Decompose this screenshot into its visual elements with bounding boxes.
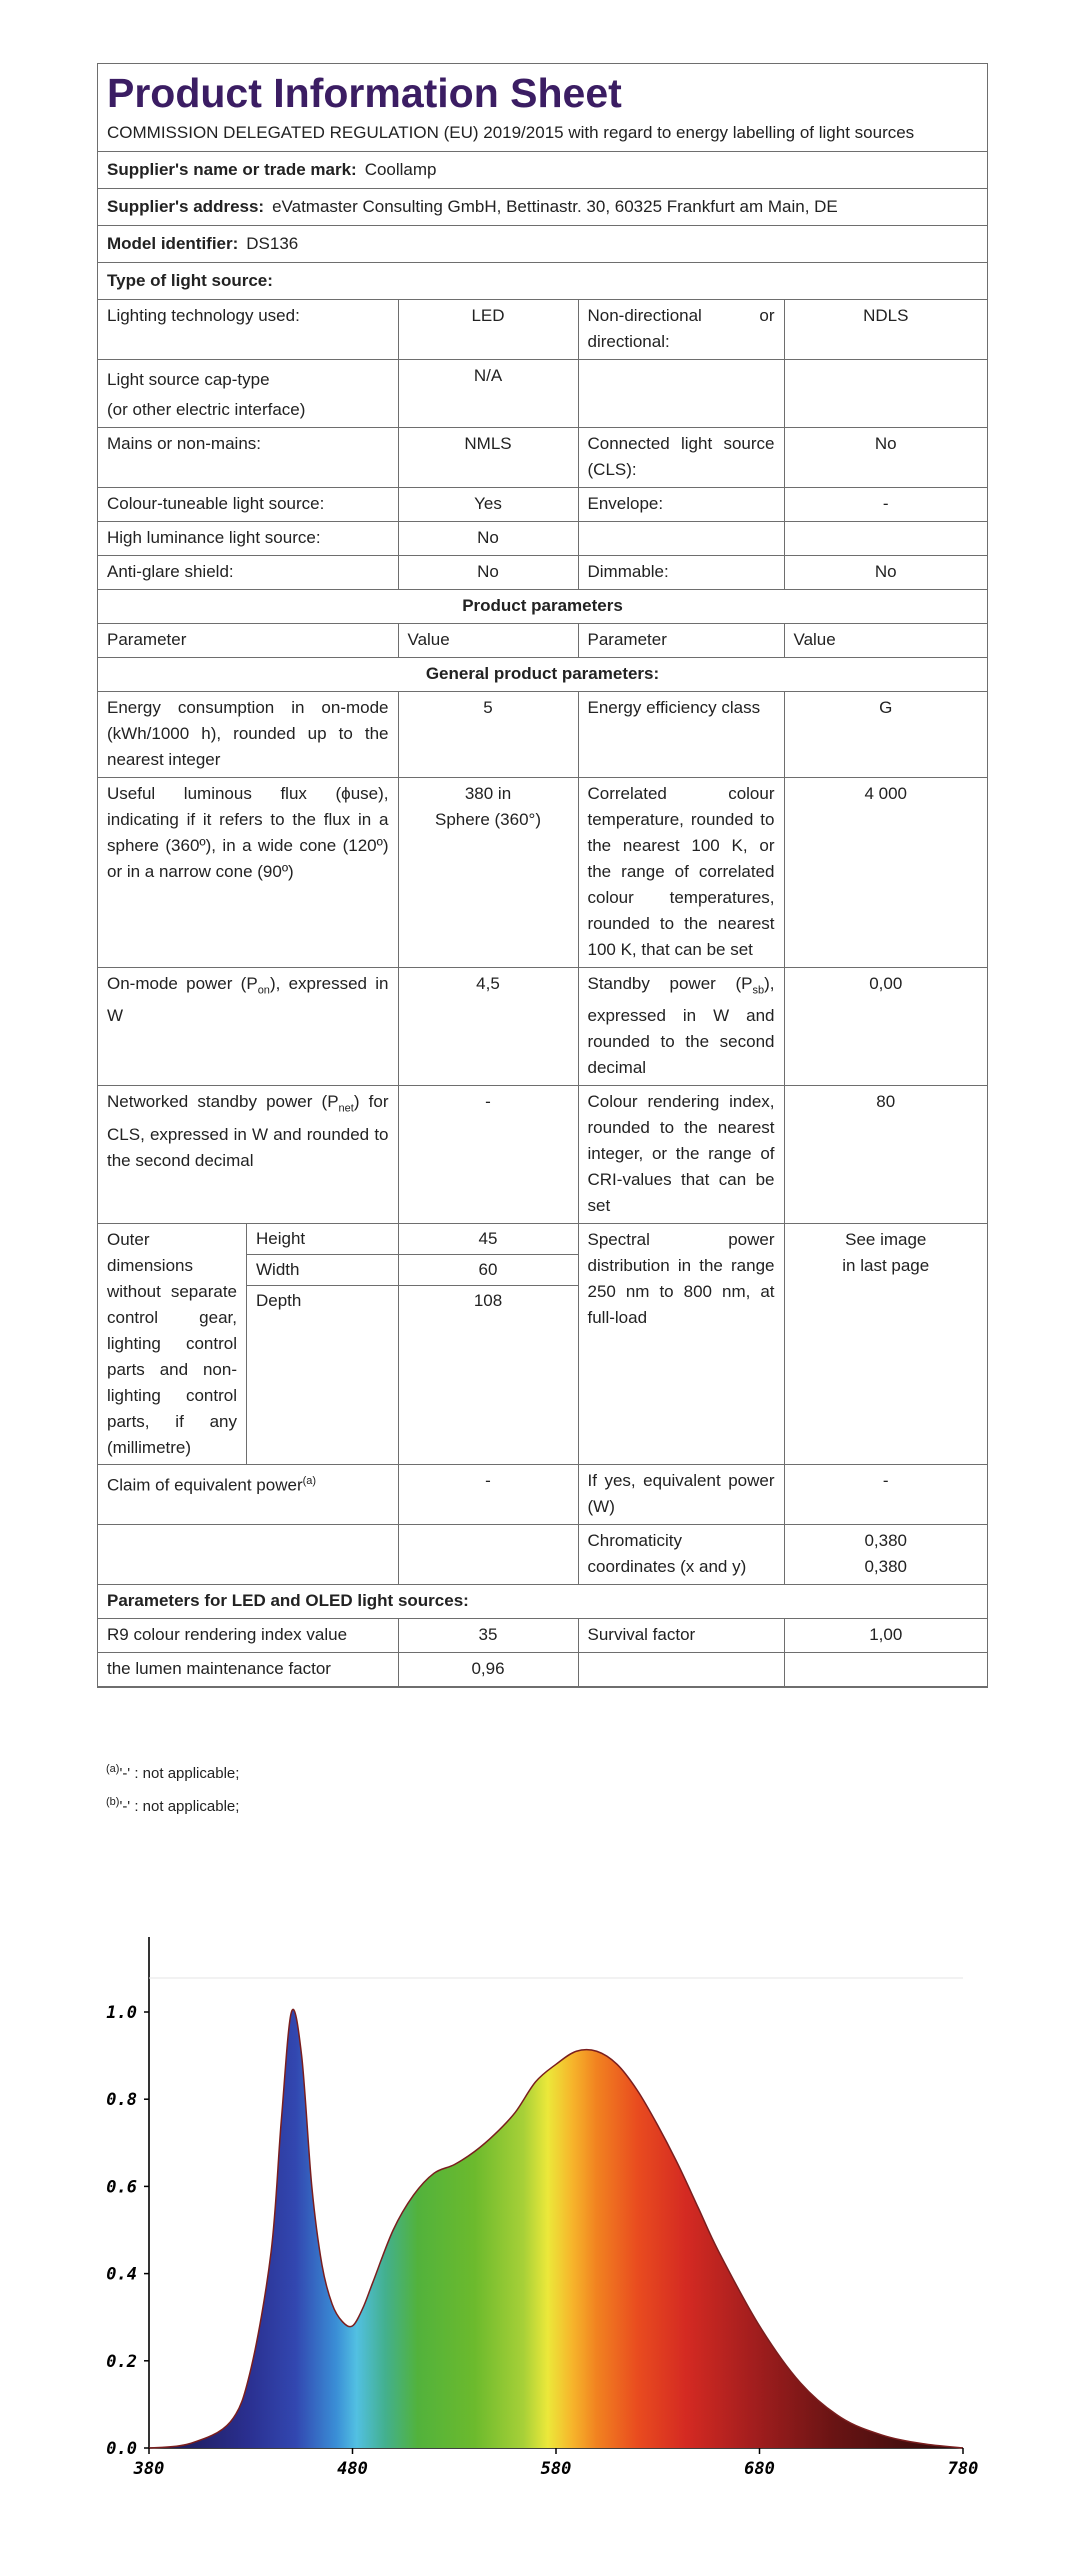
cell-value: - — [398, 1086, 578, 1224]
cell-label: If yes, equivalent power (W) — [578, 1465, 784, 1525]
power-label-a: On-mode power (P — [107, 974, 258, 993]
width-label: Width — [247, 1255, 398, 1286]
cell-label: High luminance light source: — [98, 522, 398, 556]
type-heading: Type of light source: — [98, 263, 987, 300]
y-tick-label: 0.4 — [106, 2264, 137, 2285]
cell-value: 4 000 — [784, 778, 987, 968]
spd-value-b: in last page — [842, 1256, 930, 1276]
cell-label — [98, 1086, 398, 1224]
flux-value: 380 in — [464, 784, 512, 803]
depth-value: 108 — [473, 1291, 503, 1311]
cell-label — [578, 968, 784, 1086]
cell-value: - — [784, 1465, 987, 1525]
cell-value — [784, 1224, 987, 1465]
table-row — [98, 1619, 987, 1653]
title-box — [98, 64, 987, 152]
standby-label-b: ), expressed in W and rounded to the second decimal — [587, 974, 775, 1078]
cap-type-sublabel: (or other electric interface) — [107, 400, 306, 419]
cell-label — [578, 522, 784, 556]
cell-label: Chromaticity coordinates (x and y) — [578, 1525, 784, 1585]
table-row — [98, 522, 987, 556]
chroma-x: 0,380 — [864, 1531, 908, 1551]
dimensions-label: Outer dimensions without separate control gear, lighting control parts and non-lighting control parts, if any (millimetre) — [98, 1224, 247, 1464]
address-row — [98, 189, 987, 226]
footnote-text: '-' : not applicable; — [119, 1798, 240, 1815]
cell-label: Energy efficiency class — [578, 692, 784, 778]
cell-label: Envelope: — [578, 488, 784, 522]
table-row — [98, 300, 987, 360]
cell-label: Anti-glare shield: — [98, 556, 398, 590]
x-tick-label: 380 — [133, 2459, 165, 2479]
y-tick-label: 0.2 — [106, 2351, 137, 2372]
standby-label-sub: sb — [752, 984, 765, 997]
cell-value: 5 — [398, 692, 578, 778]
cell-value: No — [784, 556, 987, 590]
page-title: Product Information Sheet — [107, 70, 622, 116]
cell-label: Spectral power distribution in the range 250 nm to 800 nm, at full-load — [578, 1224, 784, 1465]
cell-value: 0,96 — [398, 1653, 578, 1687]
cell-value: No — [398, 522, 578, 556]
product-parameters-heading: Product parameters — [98, 590, 987, 624]
cell-value: Yes — [398, 488, 578, 522]
table-row — [98, 1224, 987, 1465]
chroma-y: 0,380 — [864, 1557, 908, 1577]
cell-empty — [98, 1525, 398, 1585]
cell-value: - — [398, 1465, 578, 1525]
cell-value — [784, 360, 987, 428]
table-row — [98, 428, 987, 488]
table-row — [98, 1653, 987, 1687]
cell-label — [98, 1465, 398, 1525]
net-label-b: ) for CLS, expressed in W and rounded to the second decimal — [107, 1092, 389, 1170]
dimensions-sublabels — [247, 1224, 398, 1464]
table-row — [98, 360, 987, 428]
cell-value — [784, 1653, 987, 1687]
claim-label: Claim of equivalent power — [107, 1476, 303, 1496]
table-row — [98, 692, 987, 778]
height-value: 45 — [399, 1224, 578, 1255]
footnote-mark: (b) — [106, 1796, 120, 1808]
column-header: Value — [784, 624, 987, 658]
table-row — [98, 556, 987, 590]
x-tick-label: 680 — [744, 2459, 775, 2479]
x-tick-label: 780 — [947, 2459, 979, 2479]
table-row — [98, 968, 987, 1086]
table-row — [98, 488, 987, 522]
table-row — [98, 590, 987, 624]
y-tick-label: 0.8 — [106, 2090, 137, 2111]
spectral-power-chart — [97, 1915, 986, 2485]
product-information-sheet — [97, 63, 988, 1688]
column-header: Parameter — [578, 624, 784, 658]
x-tick-label: 480 — [337, 2459, 368, 2479]
regulation-text: COMMISSION DELEGATED REGULATION (EU) 2019/2015 with regard to energy labelling of light sources — [107, 123, 915, 142]
cell-value — [398, 778, 578, 968]
width-value: 60 — [399, 1255, 578, 1286]
cell-label: Useful luminous flux (ϕuse), indicating if it refers to the flux in a sphere (360º), in a wide cone (120º) or in a narrow cone (90º) — [98, 778, 398, 968]
parameters-table — [98, 300, 987, 1687]
height-label: Height — [247, 1224, 398, 1255]
supplier-row — [98, 152, 987, 189]
cap-type-label: Light source cap-type — [107, 370, 270, 389]
model-row — [98, 226, 987, 263]
cell-value: N/A — [398, 360, 578, 428]
table-row — [98, 778, 987, 968]
flux-unit: Sphere (360°) — [434, 810, 542, 829]
y-tick-label: 0.6 — [106, 2177, 137, 2198]
cell-label: Dimmable: — [578, 556, 784, 590]
dimensions-values — [398, 1224, 578, 1465]
cell-label: Energy consumption in on-mode (kWh/1000 h), rounded up to the nearest integer — [98, 692, 398, 778]
power-label-sub: on — [257, 984, 270, 997]
footnote — [106, 1788, 239, 1821]
table-row — [98, 1585, 987, 1619]
standby-label-a: Standby power (P — [587, 974, 753, 993]
cell-label — [98, 360, 398, 428]
footnote-text: '-' : not applicable; — [119, 1765, 240, 1782]
cell-value: NMLS — [398, 428, 578, 488]
address-label: Supplier's address: — [107, 197, 265, 216]
table-row — [98, 658, 987, 692]
footnote-mark: (a) — [106, 1763, 120, 1775]
cell-value: 35 — [398, 1619, 578, 1653]
net-label-a: Networked standby power (P — [107, 1092, 339, 1112]
supplier-value: Coollamp — [364, 160, 437, 179]
y-tick-label: 1.0 — [106, 2003, 137, 2023]
y-tick-label: 0.0 — [106, 2439, 137, 2459]
led-parameters-heading: Parameters for LED and OLED light sources: — [98, 1585, 987, 1619]
address-value: eVatmaster Consulting GmbH, Bettinastr. 30, 60325 Frankfurt am Main, DE — [272, 197, 838, 216]
footnotes — [106, 1755, 239, 1821]
cell-label: Correlated colour temperature, rounded to the nearest 100 K, or the range of correlated colour temperatures, rounded to the nearest 100 K, that can be set — [578, 778, 784, 968]
cell-label: the lumen maintenance factor — [98, 1653, 398, 1687]
cell-label: Mains or non-mains: — [98, 428, 398, 488]
cell-label — [578, 1653, 784, 1687]
net-label-sub: net — [338, 1102, 354, 1115]
cell-label: Non-directional or directional: — [578, 300, 784, 360]
dimensions-cell — [98, 1224, 398, 1465]
cell-label: Colour rendering index, rounded to the nearest integer, or the range of CRI-values that can be set — [578, 1086, 784, 1224]
table-header-row — [98, 624, 987, 658]
cell-value: NDLS — [784, 300, 987, 360]
depth-label: Depth — [256, 1291, 302, 1311]
general-parameters-heading: General product parameters: — [98, 658, 987, 692]
table-row — [98, 1465, 987, 1525]
model-value: DS136 — [246, 234, 299, 253]
cell-value: 1,00 — [784, 1619, 987, 1653]
spd-value-a: See image — [845, 1230, 927, 1250]
model-label: Model identifier: — [107, 234, 239, 253]
cell-value: No — [398, 556, 578, 590]
cell-label: Survival factor — [578, 1619, 784, 1653]
cell-value — [784, 522, 987, 556]
table-row — [98, 1086, 987, 1224]
x-tick-label: 580 — [540, 2459, 572, 2479]
cell-value: G — [784, 692, 987, 778]
cell-value: 80 — [784, 1086, 987, 1224]
cell-empty — [398, 1525, 578, 1585]
cell-value: LED — [398, 300, 578, 360]
dimensions-wrap — [98, 1224, 398, 1464]
claim-note-mark: (a) — [302, 1475, 317, 1488]
cell-label — [98, 968, 398, 1086]
column-header: Parameter — [98, 624, 398, 658]
power-label-b: ), expressed in W — [107, 974, 389, 1026]
cell-label — [578, 360, 784, 428]
cell-label: Connected light source (CLS): — [578, 428, 784, 488]
column-header: Value — [398, 624, 578, 658]
cell-value: 0,00 — [784, 968, 987, 1086]
cell-value: - — [784, 488, 987, 522]
cell-label: R9 colour rendering index value — [98, 1619, 398, 1653]
cell-label: Colour-tuneable light source: — [98, 488, 398, 522]
footnote — [106, 1755, 239, 1788]
cell-value: No — [784, 428, 987, 488]
table-row — [98, 1525, 987, 1585]
supplier-label: Supplier's name or trade mark: — [107, 160, 357, 179]
cell-value: 4,5 — [398, 968, 578, 1086]
cell-label: Lighting technology used: — [98, 300, 398, 360]
cell-value — [784, 1525, 987, 1585]
